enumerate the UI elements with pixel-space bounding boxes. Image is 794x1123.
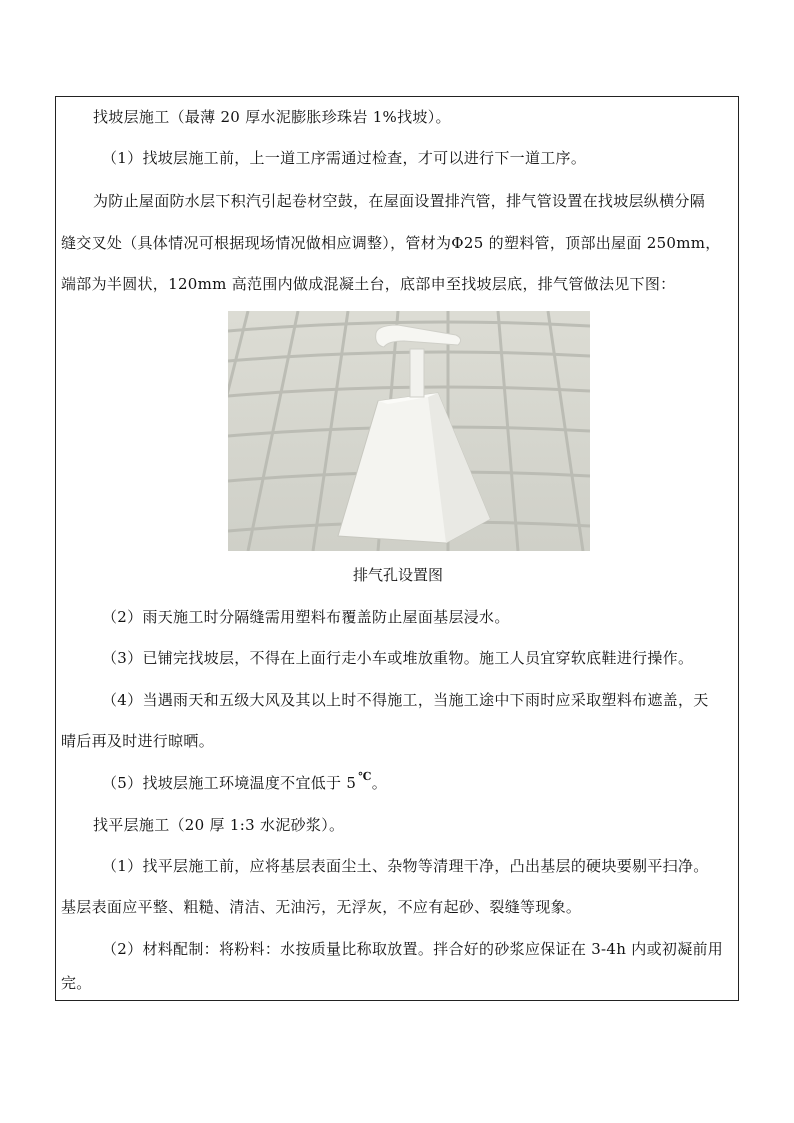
paragraph-exhaust-pipe-line1: 为防止屋面防水层下积汽引起卷材空鼓，在屋面设置排汽管，排气管设置在找坡层纵横分隔 xyxy=(93,192,706,210)
paragraph-leveling-title: 找平层施工（20 厚 1:3 水泥砂浆）。 xyxy=(93,816,345,834)
paragraph-item-4-line1: （4）当遇雨天和五级大风及其以上时不得施工，当施工途中下雨时应采取塑料布遮盖，天 xyxy=(102,691,709,709)
figure-caption: 排气孔设置图 xyxy=(352,566,443,584)
paragraph-exhaust-pipe-line2: 缝交叉处（具体情况可根据现场情况做相应调整），管材为Φ25 的塑料管，顶部出屋面 250mm， xyxy=(61,234,721,252)
paragraph-item-5 xyxy=(102,770,388,795)
paragraph-item-3: （3）已铺完找坡层，不得在上面行走小车或堆放重物。施工人员宜穿软底鞋进行操作。 xyxy=(102,649,694,667)
paragraph-item-5-text: （5）找坡层施工环境温度不宜低于 5 xyxy=(102,774,357,792)
paragraph-leveling-item-2-line2: 完。 xyxy=(61,974,92,992)
paragraph-leveling-item-2-line1: （2）材料配制：将粉料：水按质量比称取放置。拌合好的砂浆应保证在 3-4h 内或初凝前用 xyxy=(102,940,724,958)
paragraph-item-2: （2）雨天施工时分隔缝需用塑料布覆盖防止屋面基层浸水。 xyxy=(102,608,510,626)
content-frame xyxy=(55,96,739,1001)
paragraph-leveling-item-1-line2: 基层表面应平整、粗糙、清洁、无油污，无浮灰，不应有起砂、裂缝等现象。 xyxy=(61,898,582,916)
exhaust-vent-photo xyxy=(228,311,590,551)
paragraph-exhaust-pipe-line3: 端部为半圆状，120mm 高范围内做成混凝土台，底部申至找坡层底，排气管做法见下图： xyxy=(61,275,676,293)
temperature-unit: ℃ xyxy=(358,770,372,783)
paragraph-leveling-slope-title: 找坡层施工（最薄 20 厚水泥膨胀珍珠岩 1%找坡）。 xyxy=(93,108,451,126)
paragraph-leveling-item-1-line1: （1）找平层施工前，应将基层表面尘土、杂物等清理干净，凸出基层的硬块要剔平扫净。 xyxy=(102,857,709,875)
paragraph-item-5-end: 。 xyxy=(371,774,388,792)
exhaust-vent-illustration xyxy=(228,311,590,551)
paragraph-item-1: （1）找坡层施工前，上一道工序需通过检查，才可以进行下一道工序。 xyxy=(102,149,587,167)
paragraph-item-4-line2: 晴后再及时进行晾晒。 xyxy=(61,732,215,750)
